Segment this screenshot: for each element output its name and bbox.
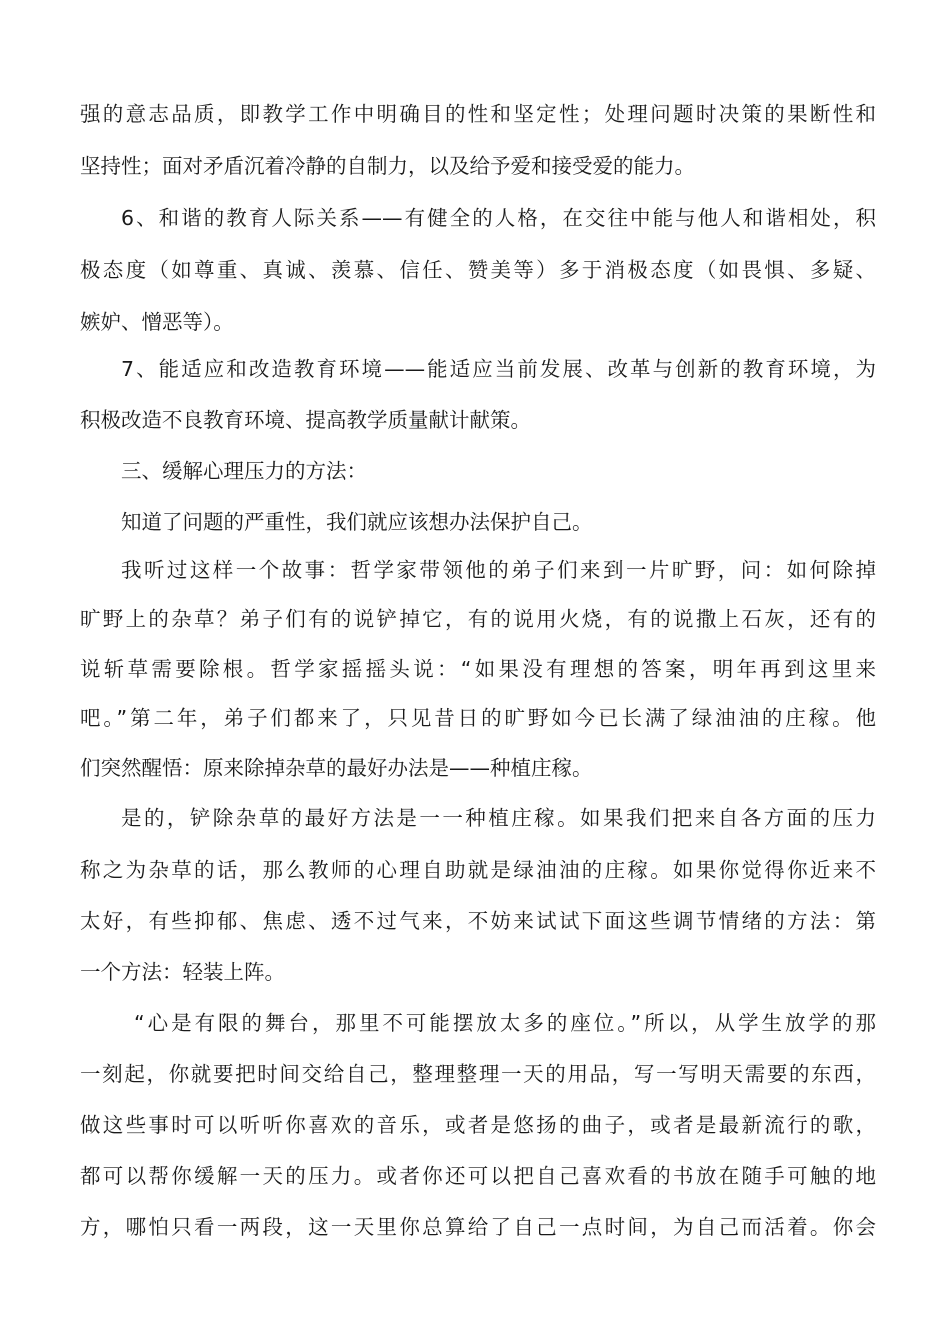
text-line: 做这些事时可以听听你喜欢的音乐，或者是悠扬的曲子，或者是最新流行的歌，	[80, 1113, 876, 1137]
text-line: 太好，有些抑郁、焦虑、透不过气来，不妨来试试下面这些调节情绪的方法：第	[80, 909, 876, 933]
text-line: 积极改造不良教育环境、提高教学质量献计献策。	[80, 408, 531, 432]
text-line: 极态度（如尊重、真诚、羡慕、信任、赞美等）多于消极态度（如畏惧、多疑、	[80, 258, 876, 282]
text-line: 都可以帮你缓解一天的压力。或者你还可以把自己喜欢看的书放在随手可触的地	[80, 1164, 876, 1188]
text-line: “心是有限的舞台，那里不可能摆放太多的座位。”所以，从学生放学的那	[134, 1011, 876, 1035]
text-line: 吧。”第二年，弟子们都来了，只见昔日的旷野如今已长满了绿油油的庄稼。他	[80, 706, 876, 730]
text-line: 一个方法：轻装上阵。	[80, 960, 285, 984]
text-line: 旷野上的杂草？弟子们有的说铲掉它，有的说用火烧，有的说撒上石灰，还有的	[80, 607, 876, 631]
text-line: 我听过这样一个故事：哲学家带领他的弟子们来到一片旷野，问：如何除掉	[121, 558, 876, 582]
text-line: 一刻起，你就要把时间交给自己，整理整理一天的用品，写一写明天需要的东西，	[80, 1062, 876, 1086]
text-line: 们突然醒悟：原来除掉杂草的最好办法是——种植庄稼。	[80, 756, 593, 780]
text-line: 称之为杂草的话，那么教师的心理自助就是绿油油的庄稼。如果你觉得你近来不	[80, 858, 876, 882]
text-line: 知道了问题的严重性，我们就应该想办法保护自己。	[121, 510, 593, 534]
text-line: 7、能适应和改造教育环境——能适应当前发展、改革与创新的教育环境，为	[121, 357, 876, 381]
text-line: 是的，铲除杂草的最好方法是一一种植庄稼。如果我们把来自各方面的压力	[121, 806, 876, 830]
section-heading: 三、缓解心理压力的方法：	[121, 459, 367, 483]
text-line: 坚持性；面对矛盾沉着冷静的自制力，以及给予爱和接受爱的能力。	[80, 154, 695, 178]
text-line: 6、和谐的教育人际关系——有健全的人格，在交往中能与他人和谐相处，积	[121, 206, 876, 230]
text-line: 嫉妒、憎恶等）。	[80, 310, 234, 334]
text-line: 强的意志品质，即教学工作中明确目的性和坚定性；处理问题时决策的果断性和	[80, 102, 876, 126]
text-line: 方，哪怕只看一两段，这一天里你总算给了自己一点时间，为自己而活着。你会	[80, 1215, 876, 1239]
text-line: 说斩草需要除根。哲学家摇摇头说：“如果没有理想的答案，明年再到这里来	[80, 657, 876, 681]
